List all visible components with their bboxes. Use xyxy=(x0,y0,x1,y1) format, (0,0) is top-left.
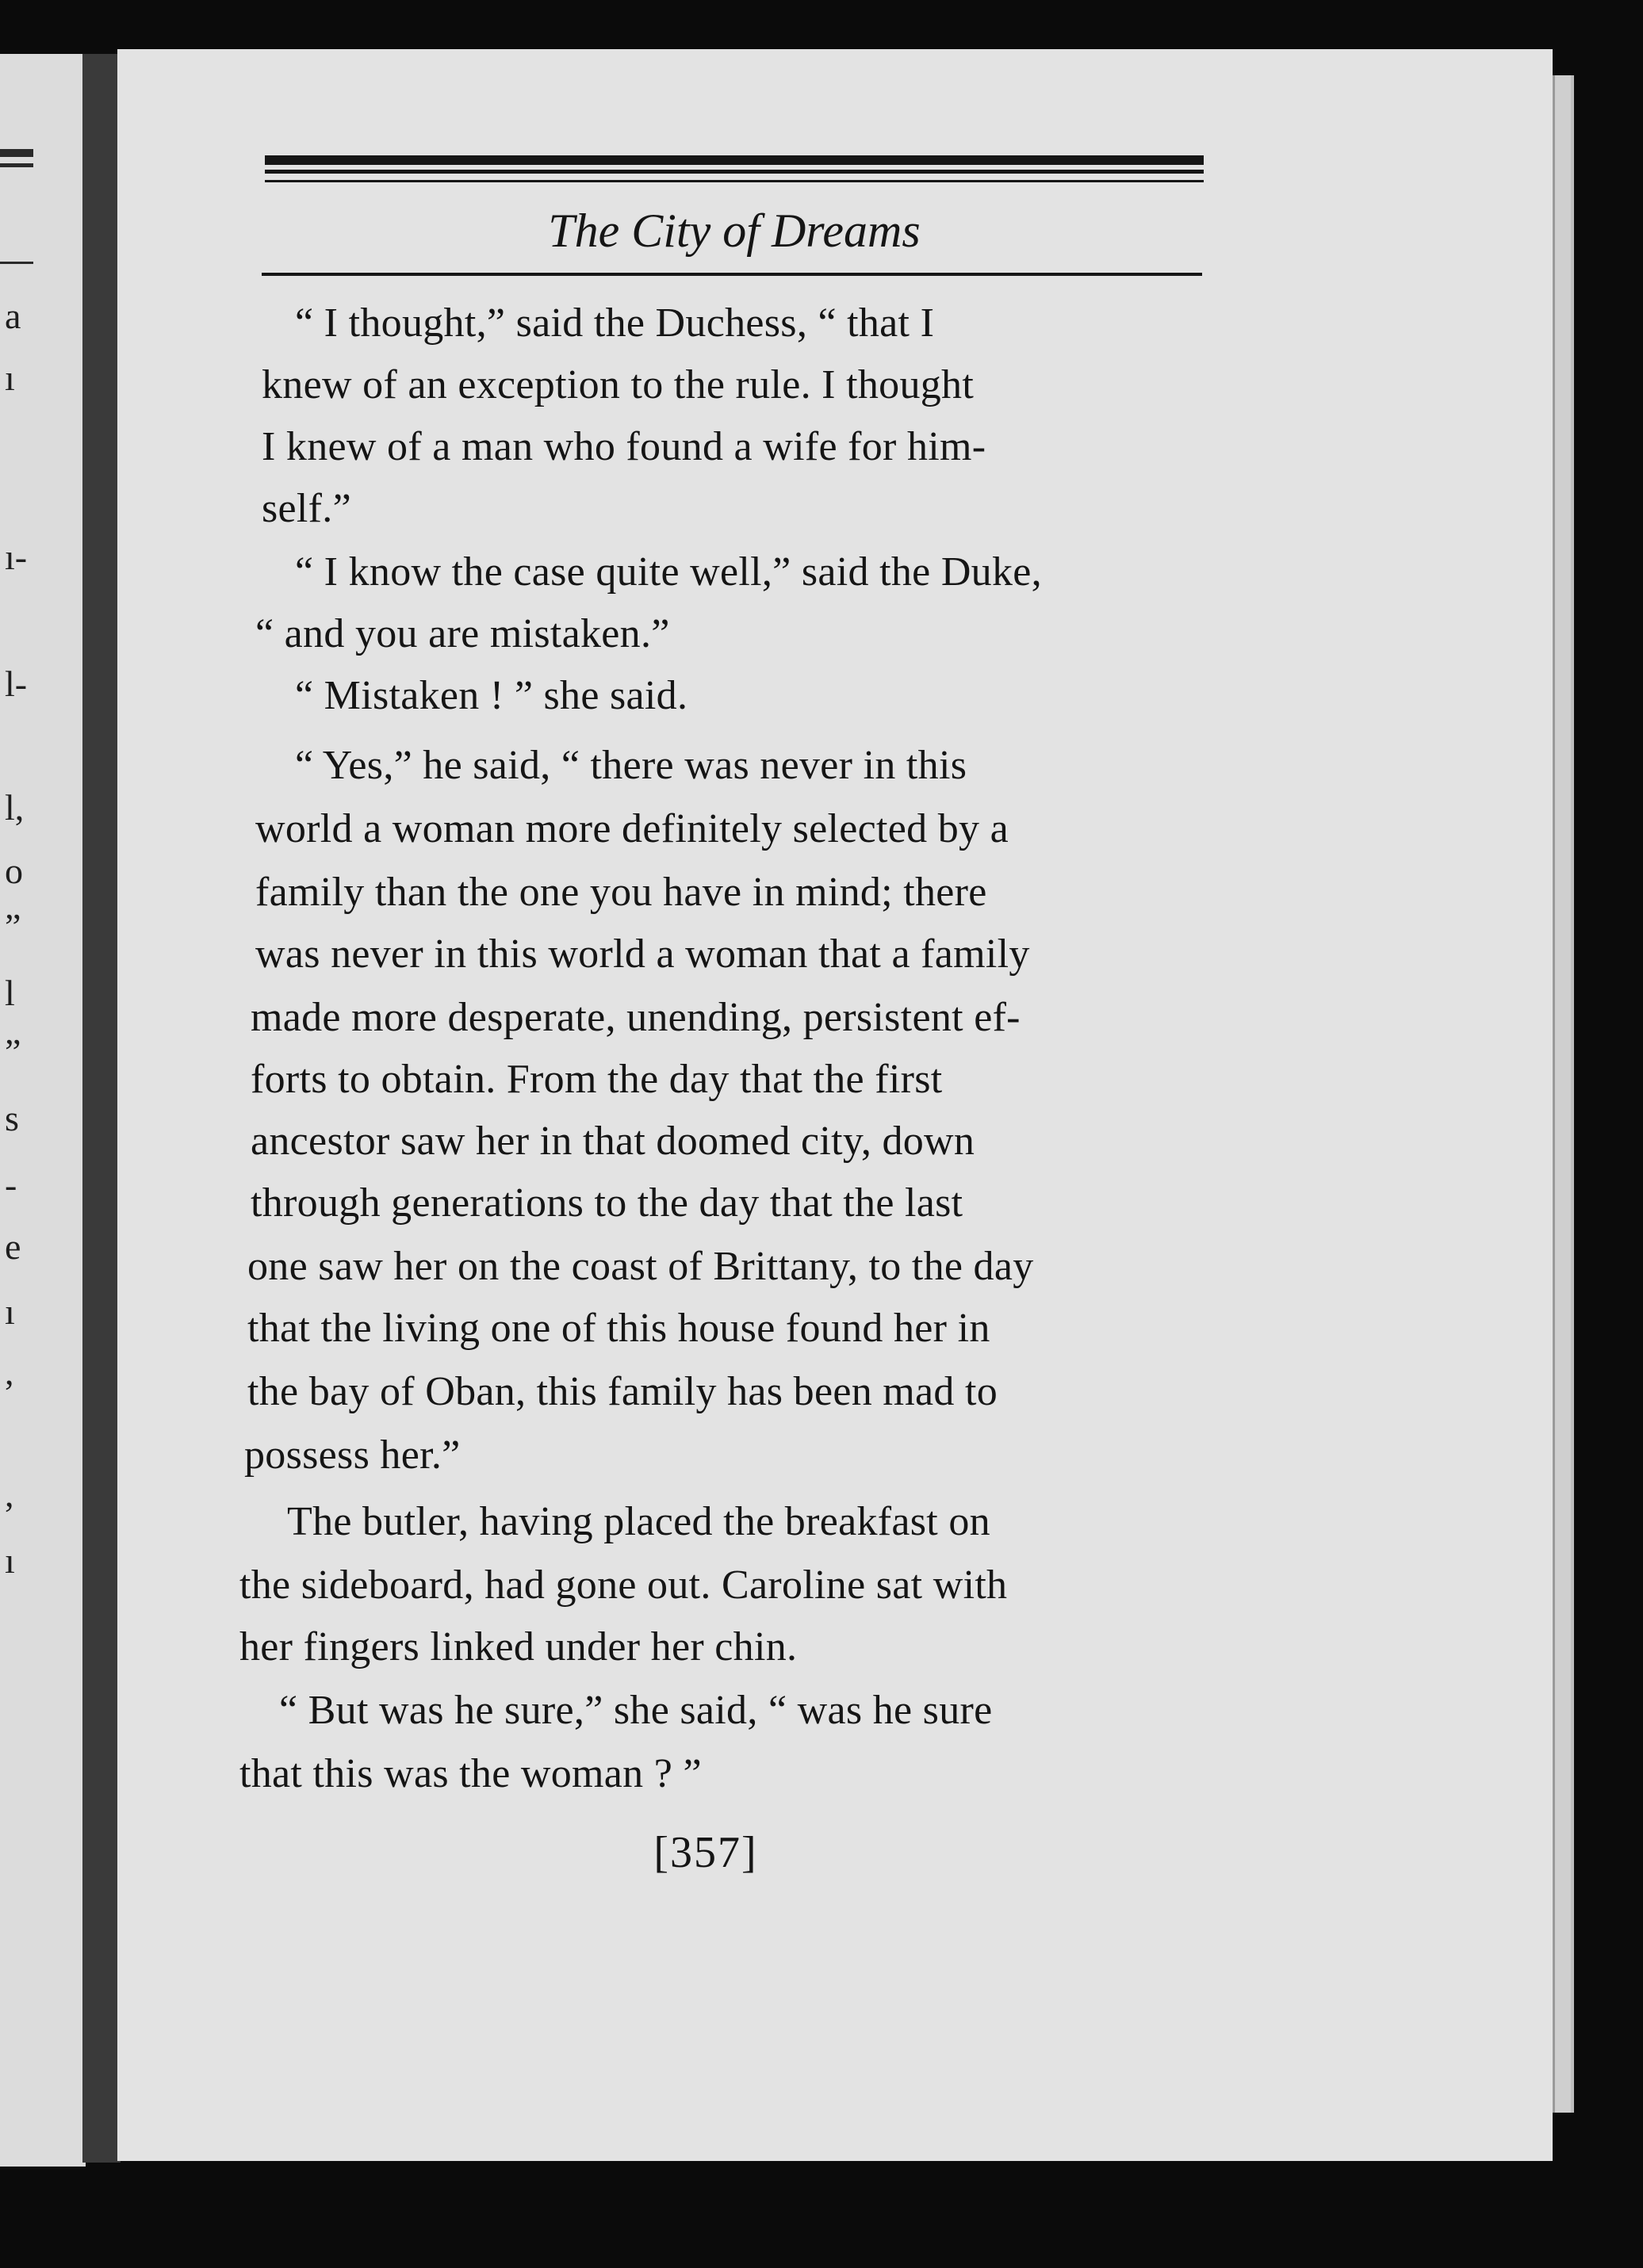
text-line: forts to obtain. From the day that the first xyxy=(251,1057,943,1102)
text-line: “ and you are mistaken.” xyxy=(255,611,670,656)
text-line: her fingers linked under her chin. xyxy=(239,1624,798,1669)
text-line: I knew of a man who found a wife for him- xyxy=(262,424,986,469)
facing-page-fragment: l xyxy=(5,973,15,1013)
facing-page-fragment: , xyxy=(5,1474,14,1514)
facing-page-fragment: l, xyxy=(5,787,25,828)
facing-page-fragment: o xyxy=(5,851,23,891)
text-line: made more desperate, unending, persistent ef- xyxy=(251,995,1021,1040)
text-line: knew of an exception to the rule. I thought xyxy=(262,362,975,407)
facing-page-fragment: ı xyxy=(5,358,15,398)
text-line: world a woman more definitely selected by a xyxy=(255,806,1009,851)
text-line: was never in this world a woman that a family xyxy=(255,931,1030,977)
book-spine-shadow xyxy=(82,54,121,2163)
running-head: The City of Dreams xyxy=(548,205,921,257)
text-line: the bay of Oban, this family has been mad to xyxy=(247,1369,998,1414)
text-line: “ Yes,” he said, “ there was never in this xyxy=(295,743,967,788)
facing-page-rule xyxy=(0,149,33,157)
facing-page xyxy=(0,54,86,2167)
text-line: through generations to the day that the last xyxy=(251,1180,963,1226)
facing-page-rule xyxy=(0,163,33,167)
text-line: the sideboard, had gone out. Caroline sat with xyxy=(239,1562,1008,1608)
page-number: [357] xyxy=(653,1828,758,1877)
text-line: one saw her on the coast of Brittany, to the day xyxy=(247,1244,1034,1289)
facing-page-fragment: l- xyxy=(5,664,28,704)
text-line: family than the one you have in mind; there xyxy=(255,870,987,915)
text-line: that this was the woman ? ” xyxy=(239,1751,702,1796)
text-line: “ I thought,” said the Duchess, “ that I xyxy=(295,300,935,346)
page-edge xyxy=(1553,75,1574,2113)
facing-page-fragment: s xyxy=(5,1098,19,1138)
facing-page-fragment: ı xyxy=(5,1291,15,1332)
text-line: that the living one of this house found her in xyxy=(247,1306,990,1351)
text-line: “ I know the case quite well,” said the Duke, xyxy=(295,549,1042,595)
header-rule xyxy=(265,180,1204,182)
text-line: The butler, having placed the breakfast on xyxy=(287,1499,990,1544)
facing-page-fragment: ” xyxy=(5,906,21,947)
text-line: possess her.” xyxy=(244,1432,461,1478)
facing-page-fragment: ” xyxy=(5,1031,21,1072)
facing-page-fragment: - xyxy=(5,1165,17,1205)
text-line: “ Mistaken ! ” she said. xyxy=(295,673,688,718)
running-head-rule xyxy=(262,273,1202,276)
facing-page-fragment: ı- xyxy=(5,537,28,577)
facing-page-fragment: , xyxy=(5,1352,14,1392)
facing-page-rule xyxy=(0,262,33,264)
facing-page-fragment: ı xyxy=(5,1540,15,1581)
text-line: “ But was he sure,” she said, “ was he sure xyxy=(279,1688,993,1733)
text-line: ancestor saw her in that doomed city, down xyxy=(251,1119,975,1164)
facing-page-fragment: e xyxy=(5,1226,21,1267)
header-rule xyxy=(265,155,1204,165)
facing-page-fragment: a xyxy=(5,296,21,336)
text-line: self.” xyxy=(262,486,351,531)
header-rule xyxy=(265,170,1204,174)
